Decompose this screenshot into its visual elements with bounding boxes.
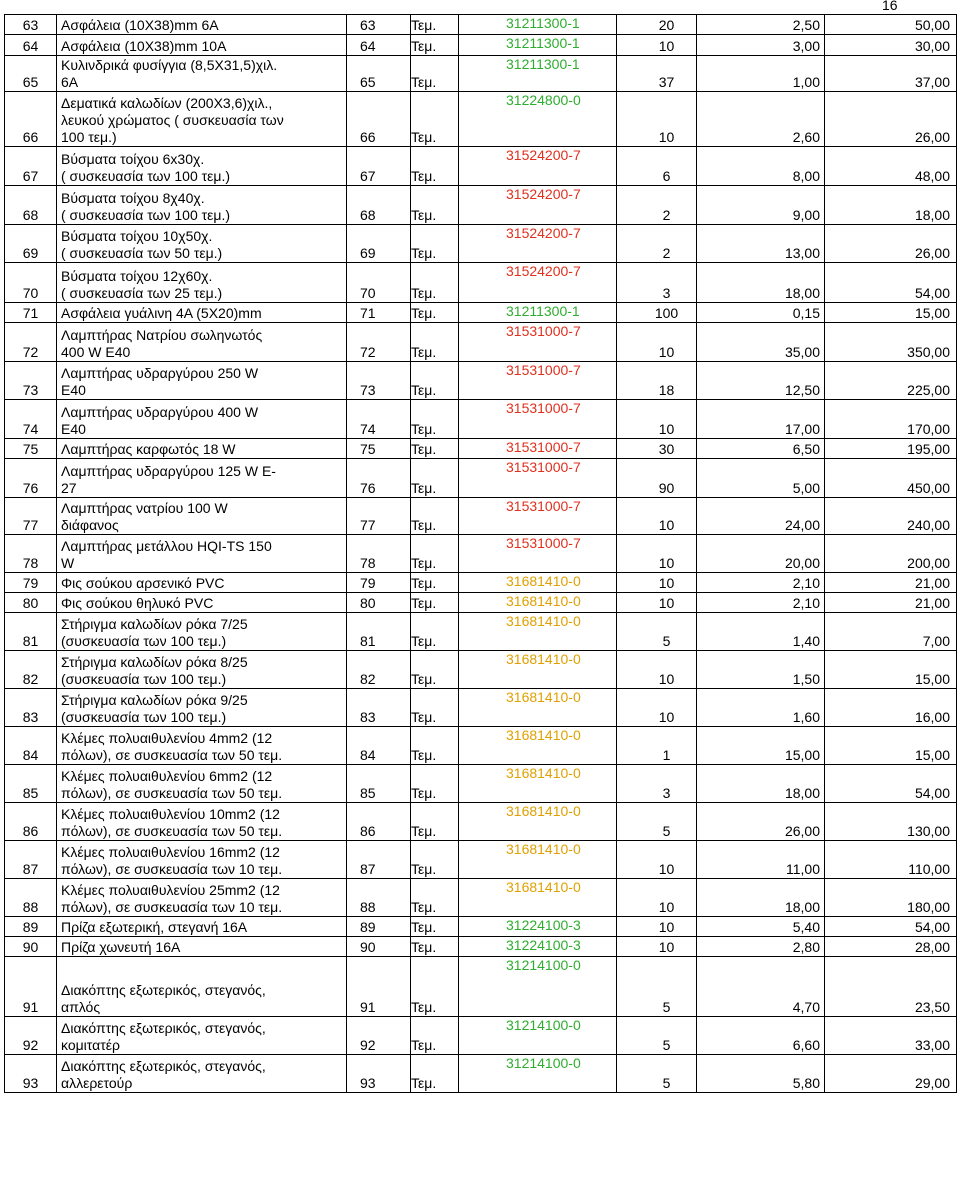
table-body bbox=[5, 15, 957, 1093]
item-description: Βύσματα τοίχου 12χ60χ. ( συσκευασία των 25 τεμ.) bbox=[57, 263, 347, 303]
unit-price: 2,50 bbox=[697, 15, 825, 35]
quantity: 10 bbox=[617, 937, 697, 957]
quantity: 3 bbox=[617, 765, 697, 803]
cpv-code: 31531000-7 bbox=[459, 459, 617, 498]
unit-label: Τεμ. bbox=[411, 303, 459, 323]
unit-label: Τεμ. bbox=[411, 765, 459, 803]
table-row bbox=[5, 535, 957, 573]
line-total: 15,00 bbox=[825, 651, 957, 689]
cpv-code: 31681410-0 bbox=[459, 765, 617, 803]
cpv-code: 31214100-0 bbox=[459, 1055, 617, 1093]
unit-price: 0,15 bbox=[697, 303, 825, 323]
line-total: 29,00 bbox=[825, 1055, 957, 1093]
reference-number: 63 bbox=[347, 15, 411, 35]
quantity: 10 bbox=[617, 92, 697, 147]
item-description: Κλέμες πολυαιθυλενίου 25mm2 (12 πόλων), σε συσκευασία των 10 τεμ. bbox=[57, 879, 347, 917]
row-number: 64 bbox=[5, 35, 57, 56]
quantity: 5 bbox=[617, 613, 697, 651]
row-number: 88 bbox=[5, 879, 57, 917]
cpv-code: 31681410-0 bbox=[459, 689, 617, 727]
table-row bbox=[5, 400, 957, 439]
cpv-code: 31681410-0 bbox=[459, 613, 617, 651]
quantity: 2 bbox=[617, 225, 697, 263]
reference-number: 91 bbox=[347, 957, 411, 1017]
unit-label: Τεμ. bbox=[411, 651, 459, 689]
row-number: 87 bbox=[5, 841, 57, 879]
item-description: Στήριγμα καλωδίων ρόκα 9/25 (συσκευασία των 100 τεμ.) bbox=[57, 689, 347, 727]
table-row bbox=[5, 1055, 957, 1093]
item-description: Κλέμες πολυαιθυλενίου 10mm2 (12 πόλων), σε συσκευασία των 50 τεμ. bbox=[57, 803, 347, 841]
table-row bbox=[5, 727, 957, 765]
unit-label: Τεμ. bbox=[411, 225, 459, 263]
reference-number: 67 bbox=[347, 147, 411, 186]
row-number: 68 bbox=[5, 186, 57, 225]
quantity: 10 bbox=[617, 593, 697, 613]
line-total: 195,00 bbox=[825, 439, 957, 459]
quantity: 10 bbox=[617, 400, 697, 439]
page-number: 16 bbox=[882, 0, 898, 13]
unit-price: 26,00 bbox=[697, 803, 825, 841]
cpv-code: 31214100-0 bbox=[459, 957, 617, 1017]
line-total: 130,00 bbox=[825, 803, 957, 841]
unit-price: 2,80 bbox=[697, 937, 825, 957]
item-description: Βύσματα τοίχου 10χ50χ. ( συσκευασία των 50 τεμ.) bbox=[57, 225, 347, 263]
table-row bbox=[5, 263, 957, 303]
item-description: Βύσματα τοίχου 8χ40χ. ( συσκευασία των 100 τεμ.) bbox=[57, 186, 347, 225]
unit-price: 2,10 bbox=[697, 573, 825, 593]
quantity: 10 bbox=[617, 498, 697, 535]
cpv-code: 31524200-7 bbox=[459, 225, 617, 263]
reference-number: 79 bbox=[347, 573, 411, 593]
unit-price: 6,60 bbox=[697, 1017, 825, 1055]
cpv-code: 31211300-1 bbox=[459, 15, 617, 35]
item-description: Λαμπτήρας Νατρίου σωληνωτός 400 W E40 bbox=[57, 323, 347, 362]
unit-price: 1,00 bbox=[697, 56, 825, 92]
cpv-code: 31224800-0 bbox=[459, 92, 617, 147]
table-row bbox=[5, 573, 957, 593]
quantity: 6 bbox=[617, 147, 697, 186]
quantity: 5 bbox=[617, 1055, 697, 1093]
cpv-code: 31681410-0 bbox=[459, 573, 617, 593]
unit-label: Τεμ. bbox=[411, 573, 459, 593]
reference-number: 89 bbox=[347, 917, 411, 937]
table-row bbox=[5, 803, 957, 841]
reference-number: 83 bbox=[347, 689, 411, 727]
reference-number: 74 bbox=[347, 400, 411, 439]
reference-number: 72 bbox=[347, 323, 411, 362]
row-number: 86 bbox=[5, 803, 57, 841]
item-description: Ασφάλεια (10X38)mm 6A bbox=[57, 15, 347, 35]
line-total: 200,00 bbox=[825, 535, 957, 573]
unit-label: Τεμ. bbox=[411, 263, 459, 303]
unit-price: 8,00 bbox=[697, 147, 825, 186]
table-row bbox=[5, 362, 957, 400]
item-description: Διακόπτης εξωτερικός, στεγανός, αλλερετούρ bbox=[57, 1055, 347, 1093]
quantity: 10 bbox=[617, 917, 697, 937]
line-total: 21,00 bbox=[825, 573, 957, 593]
unit-label: Τεμ. bbox=[411, 92, 459, 147]
unit-label: Τεμ. bbox=[411, 15, 459, 35]
reference-number: 71 bbox=[347, 303, 411, 323]
unit-label: Τεμ. bbox=[411, 1017, 459, 1055]
quantity: 10 bbox=[617, 879, 697, 917]
table-row bbox=[5, 459, 957, 498]
unit-price: 17,00 bbox=[697, 400, 825, 439]
unit-label: Τεμ. bbox=[411, 186, 459, 225]
row-number: 79 bbox=[5, 573, 57, 593]
line-total: 26,00 bbox=[825, 225, 957, 263]
table-row bbox=[5, 303, 957, 323]
row-number: 70 bbox=[5, 263, 57, 303]
item-description: Λαμπτήρας υδραργύρου 250 W E40 bbox=[57, 362, 347, 400]
table-row bbox=[5, 689, 957, 727]
line-total: 54,00 bbox=[825, 263, 957, 303]
unit-label: Τεμ. bbox=[411, 593, 459, 613]
unit-label: Τεμ. bbox=[411, 35, 459, 56]
table-row bbox=[5, 147, 957, 186]
row-number: 72 bbox=[5, 323, 57, 362]
row-number: 65 bbox=[5, 56, 57, 92]
unit-label: Τεμ. bbox=[411, 498, 459, 535]
unit-label: Τεμ. bbox=[411, 439, 459, 459]
row-number: 78 bbox=[5, 535, 57, 573]
unit-price: 13,00 bbox=[697, 225, 825, 263]
reference-number: 68 bbox=[347, 186, 411, 225]
line-total: 240,00 bbox=[825, 498, 957, 535]
reference-number: 70 bbox=[347, 263, 411, 303]
row-number: 80 bbox=[5, 593, 57, 613]
unit-price: 1,60 bbox=[697, 689, 825, 727]
quantity: 10 bbox=[617, 841, 697, 879]
unit-label: Τεμ. bbox=[411, 1055, 459, 1093]
item-description: Λαμπτήρας καρφωτός 18 W bbox=[57, 439, 347, 459]
unit-label: Τεμ. bbox=[411, 459, 459, 498]
row-number: 89 bbox=[5, 917, 57, 937]
item-description: Στήριγμα καλωδίων ρόκα 7/25 (συσκευασία των 100 τεμ.) bbox=[57, 613, 347, 651]
quantity: 30 bbox=[617, 439, 697, 459]
quantity: 10 bbox=[617, 651, 697, 689]
cpv-code: 31531000-7 bbox=[459, 439, 617, 459]
line-total: 50,00 bbox=[825, 15, 957, 35]
cpv-code: 31224100-3 bbox=[459, 917, 617, 937]
line-total: 15,00 bbox=[825, 727, 957, 765]
quantity: 10 bbox=[617, 573, 697, 593]
reference-number: 64 bbox=[347, 35, 411, 56]
row-number: 67 bbox=[5, 147, 57, 186]
unit-price: 18,00 bbox=[697, 765, 825, 803]
line-total: 26,00 bbox=[825, 92, 957, 147]
item-description: Λαμπτήρας νατρίου 100 W διάφανος bbox=[57, 498, 347, 535]
row-number: 71 bbox=[5, 303, 57, 323]
cpv-code: 31524200-7 bbox=[459, 147, 617, 186]
unit-price: 6,50 bbox=[697, 439, 825, 459]
table-row bbox=[5, 917, 957, 937]
quantity: 3 bbox=[617, 263, 697, 303]
unit-label: Τεμ. bbox=[411, 689, 459, 727]
row-number: 74 bbox=[5, 400, 57, 439]
line-total: 110,00 bbox=[825, 841, 957, 879]
quantity: 10 bbox=[617, 35, 697, 56]
item-description: Λαμπτήρας μετάλλου HQI-TS 150 W bbox=[57, 535, 347, 573]
item-description: Ασφάλεια (10X38)mm 10A bbox=[57, 35, 347, 56]
unit-price: 18,00 bbox=[697, 263, 825, 303]
row-number: 93 bbox=[5, 1055, 57, 1093]
unit-label: Τεμ. bbox=[411, 937, 459, 957]
reference-number: 82 bbox=[347, 651, 411, 689]
unit-label: Τεμ. bbox=[411, 841, 459, 879]
table-row bbox=[5, 613, 957, 651]
row-number: 84 bbox=[5, 727, 57, 765]
line-total: 23,50 bbox=[825, 957, 957, 1017]
line-total: 33,00 bbox=[825, 1017, 957, 1055]
row-number: 69 bbox=[5, 225, 57, 263]
unit-label: Τεμ. bbox=[411, 56, 459, 92]
item-description: Κλέμες πολυαιθυλενίου 4mm2 (12 πόλων), σε συσκευασία των 50 τεμ. bbox=[57, 727, 347, 765]
row-number: 91 bbox=[5, 957, 57, 1017]
line-total: 225,00 bbox=[825, 362, 957, 400]
row-number: 82 bbox=[5, 651, 57, 689]
quantity: 5 bbox=[617, 1017, 697, 1055]
cpv-code: 31211300-1 bbox=[459, 35, 617, 56]
unit-label: Τεμ. bbox=[411, 362, 459, 400]
table-row bbox=[5, 957, 957, 1017]
row-number: 90 bbox=[5, 937, 57, 957]
line-total: 28,00 bbox=[825, 937, 957, 957]
line-total: 21,00 bbox=[825, 593, 957, 613]
reference-number: 75 bbox=[347, 439, 411, 459]
table-row bbox=[5, 186, 957, 225]
item-description: Πρίζα εξωτερική, στεγανή 16A bbox=[57, 917, 347, 937]
reference-number: 78 bbox=[347, 535, 411, 573]
table-row bbox=[5, 841, 957, 879]
cpv-code: 31681410-0 bbox=[459, 803, 617, 841]
unit-price: 20,00 bbox=[697, 535, 825, 573]
reference-number: 81 bbox=[347, 613, 411, 651]
quantity: 37 bbox=[617, 56, 697, 92]
table-row bbox=[5, 498, 957, 535]
cpv-code: 31224100-3 bbox=[459, 937, 617, 957]
item-description: Πρίζα χωνευτή 16A bbox=[57, 937, 347, 957]
table-row bbox=[5, 56, 957, 92]
quantity: 10 bbox=[617, 689, 697, 727]
line-total: 54,00 bbox=[825, 765, 957, 803]
item-description: Κλέμες πολυαιθυλενίου 16mm2 (12 πόλων), σε συσκευασία των 10 τεμ. bbox=[57, 841, 347, 879]
line-total: 54,00 bbox=[825, 917, 957, 937]
unit-price: 9,00 bbox=[697, 186, 825, 225]
unit-price: 5,80 bbox=[697, 1055, 825, 1093]
unit-price: 15,00 bbox=[697, 727, 825, 765]
unit-price: 2,10 bbox=[697, 593, 825, 613]
cpv-code: 31524200-7 bbox=[459, 186, 617, 225]
line-total: 30,00 bbox=[825, 35, 957, 56]
item-description: Διακόπτης εξωτερικός, στεγανός, κομιτατέρ bbox=[57, 1017, 347, 1055]
reference-number: 87 bbox=[347, 841, 411, 879]
unit-price: 3,00 bbox=[697, 35, 825, 56]
line-total: 7,00 bbox=[825, 613, 957, 651]
cpv-code: 31681410-0 bbox=[459, 841, 617, 879]
unit-label: Τεμ. bbox=[411, 879, 459, 917]
line-total: 170,00 bbox=[825, 400, 957, 439]
quantity: 100 bbox=[617, 303, 697, 323]
unit-label: Τεμ. bbox=[411, 535, 459, 573]
unit-price: 5,40 bbox=[697, 917, 825, 937]
unit-price: 1,40 bbox=[697, 613, 825, 651]
row-number: 77 bbox=[5, 498, 57, 535]
table-row bbox=[5, 879, 957, 917]
reference-number: 92 bbox=[347, 1017, 411, 1055]
cpv-code: 31524200-7 bbox=[459, 263, 617, 303]
reference-number: 84 bbox=[347, 727, 411, 765]
price-table-sheet bbox=[4, 14, 956, 1093]
reference-number: 86 bbox=[347, 803, 411, 841]
item-description: Βύσματα τοίχου 6x30χ. ( συσκευασία των 100 τεμ.) bbox=[57, 147, 347, 186]
table-row bbox=[5, 765, 957, 803]
row-number: 76 bbox=[5, 459, 57, 498]
price-table bbox=[4, 14, 957, 1093]
table-row bbox=[5, 35, 957, 56]
reference-number: 77 bbox=[347, 498, 411, 535]
item-description: Λαμπτήρας υδραργύρου 400 W E40 bbox=[57, 400, 347, 439]
line-total: 15,00 bbox=[825, 303, 957, 323]
unit-label: Τεμ. bbox=[411, 917, 459, 937]
row-number: 73 bbox=[5, 362, 57, 400]
cpv-code: 31531000-7 bbox=[459, 362, 617, 400]
cpv-code: 31531000-7 bbox=[459, 498, 617, 535]
cpv-code: 31681410-0 bbox=[459, 727, 617, 765]
quantity: 1 bbox=[617, 727, 697, 765]
unit-label: Τεμ. bbox=[411, 147, 459, 186]
cpv-code: 31531000-7 bbox=[459, 535, 617, 573]
reference-number: 90 bbox=[347, 937, 411, 957]
reference-number: 65 bbox=[347, 56, 411, 92]
unit-label: Τεμ. bbox=[411, 803, 459, 841]
item-description: Στήριγμα καλωδίων ρόκα 8/25 (συσκευασία των 100 τεμ.) bbox=[57, 651, 347, 689]
item-description: Ασφάλεια γυάλινη 4A (5X20)mm bbox=[57, 303, 347, 323]
line-total: 350,00 bbox=[825, 323, 957, 362]
table-row bbox=[5, 92, 957, 147]
item-description: Λαμπτήρας υδραργύρου 125 W E- 27 bbox=[57, 459, 347, 498]
reference-number: 73 bbox=[347, 362, 411, 400]
row-number: 83 bbox=[5, 689, 57, 727]
cpv-code: 31681410-0 bbox=[459, 879, 617, 917]
row-number: 63 bbox=[5, 15, 57, 35]
row-number: 85 bbox=[5, 765, 57, 803]
unit-price: 12,50 bbox=[697, 362, 825, 400]
quantity: 18 bbox=[617, 362, 697, 400]
line-total: 37,00 bbox=[825, 56, 957, 92]
unit-label: Τεμ. bbox=[411, 613, 459, 651]
line-total: 16,00 bbox=[825, 689, 957, 727]
unit-label: Τεμ. bbox=[411, 957, 459, 1017]
cpv-code: 31211300-1 bbox=[459, 56, 617, 92]
unit-label: Τεμ. bbox=[411, 323, 459, 362]
item-description: Διακόπτης εξωτερικός, στεγανός, απλός bbox=[57, 957, 347, 1017]
unit-price: 2,60 bbox=[697, 92, 825, 147]
unit-price: 18,00 bbox=[697, 879, 825, 917]
reference-number: 93 bbox=[347, 1055, 411, 1093]
unit-price: 1,50 bbox=[697, 651, 825, 689]
unit-label: Τεμ. bbox=[411, 727, 459, 765]
row-number: 81 bbox=[5, 613, 57, 651]
unit-price: 4,70 bbox=[697, 957, 825, 1017]
cpv-code: 31531000-7 bbox=[459, 400, 617, 439]
line-total: 180,00 bbox=[825, 879, 957, 917]
reference-number: 69 bbox=[347, 225, 411, 263]
unit-price: 5,00 bbox=[697, 459, 825, 498]
table-row bbox=[5, 937, 957, 957]
reference-number: 85 bbox=[347, 765, 411, 803]
quantity: 2 bbox=[617, 186, 697, 225]
table-row bbox=[5, 439, 957, 459]
reference-number: 76 bbox=[347, 459, 411, 498]
cpv-code: 31531000-7 bbox=[459, 323, 617, 362]
quantity: 90 bbox=[617, 459, 697, 498]
row-number: 66 bbox=[5, 92, 57, 147]
item-description: Φις σούκου θηλυκό PVC bbox=[57, 593, 347, 613]
item-description: Φις σούκου αρσενικό PVC bbox=[57, 573, 347, 593]
reference-number: 66 bbox=[347, 92, 411, 147]
table-row bbox=[5, 593, 957, 613]
quantity: 5 bbox=[617, 957, 697, 1017]
cpv-code: 31681410-0 bbox=[459, 651, 617, 689]
unit-price: 35,00 bbox=[697, 323, 825, 362]
quantity: 20 bbox=[617, 15, 697, 35]
cpv-code: 31214100-0 bbox=[459, 1017, 617, 1055]
quantity: 5 bbox=[617, 803, 697, 841]
table-row bbox=[5, 651, 957, 689]
line-total: 48,00 bbox=[825, 147, 957, 186]
quantity: 10 bbox=[617, 323, 697, 362]
cpv-code: 31211300-1 bbox=[459, 303, 617, 323]
table-row bbox=[5, 323, 957, 362]
line-total: 18,00 bbox=[825, 186, 957, 225]
unit-price: 11,00 bbox=[697, 841, 825, 879]
row-number: 92 bbox=[5, 1017, 57, 1055]
line-total: 450,00 bbox=[825, 459, 957, 498]
reference-number: 80 bbox=[347, 593, 411, 613]
unit-label: Τεμ. bbox=[411, 400, 459, 439]
reference-number: 88 bbox=[347, 879, 411, 917]
unit-price: 24,00 bbox=[697, 498, 825, 535]
item-description: Δεματικά καλωδίων (200X3,6)χιλ., λευκού χρώματος ( συσκευασία των 100 τεμ.) bbox=[57, 92, 347, 147]
table-row bbox=[5, 225, 957, 263]
cpv-code: 31681410-0 bbox=[459, 593, 617, 613]
item-description: Κλέμες πολυαιθυλενίου 6mm2 (12 πόλων), σε συσκευασία των 50 τεμ. bbox=[57, 765, 347, 803]
table-row bbox=[5, 1017, 957, 1055]
quantity: 10 bbox=[617, 535, 697, 573]
table-row bbox=[5, 15, 957, 35]
row-number: 75 bbox=[5, 439, 57, 459]
item-description: Κυλινδρικά φυσίγγια (8,5X31,5)χιλ. 6A bbox=[57, 56, 347, 92]
